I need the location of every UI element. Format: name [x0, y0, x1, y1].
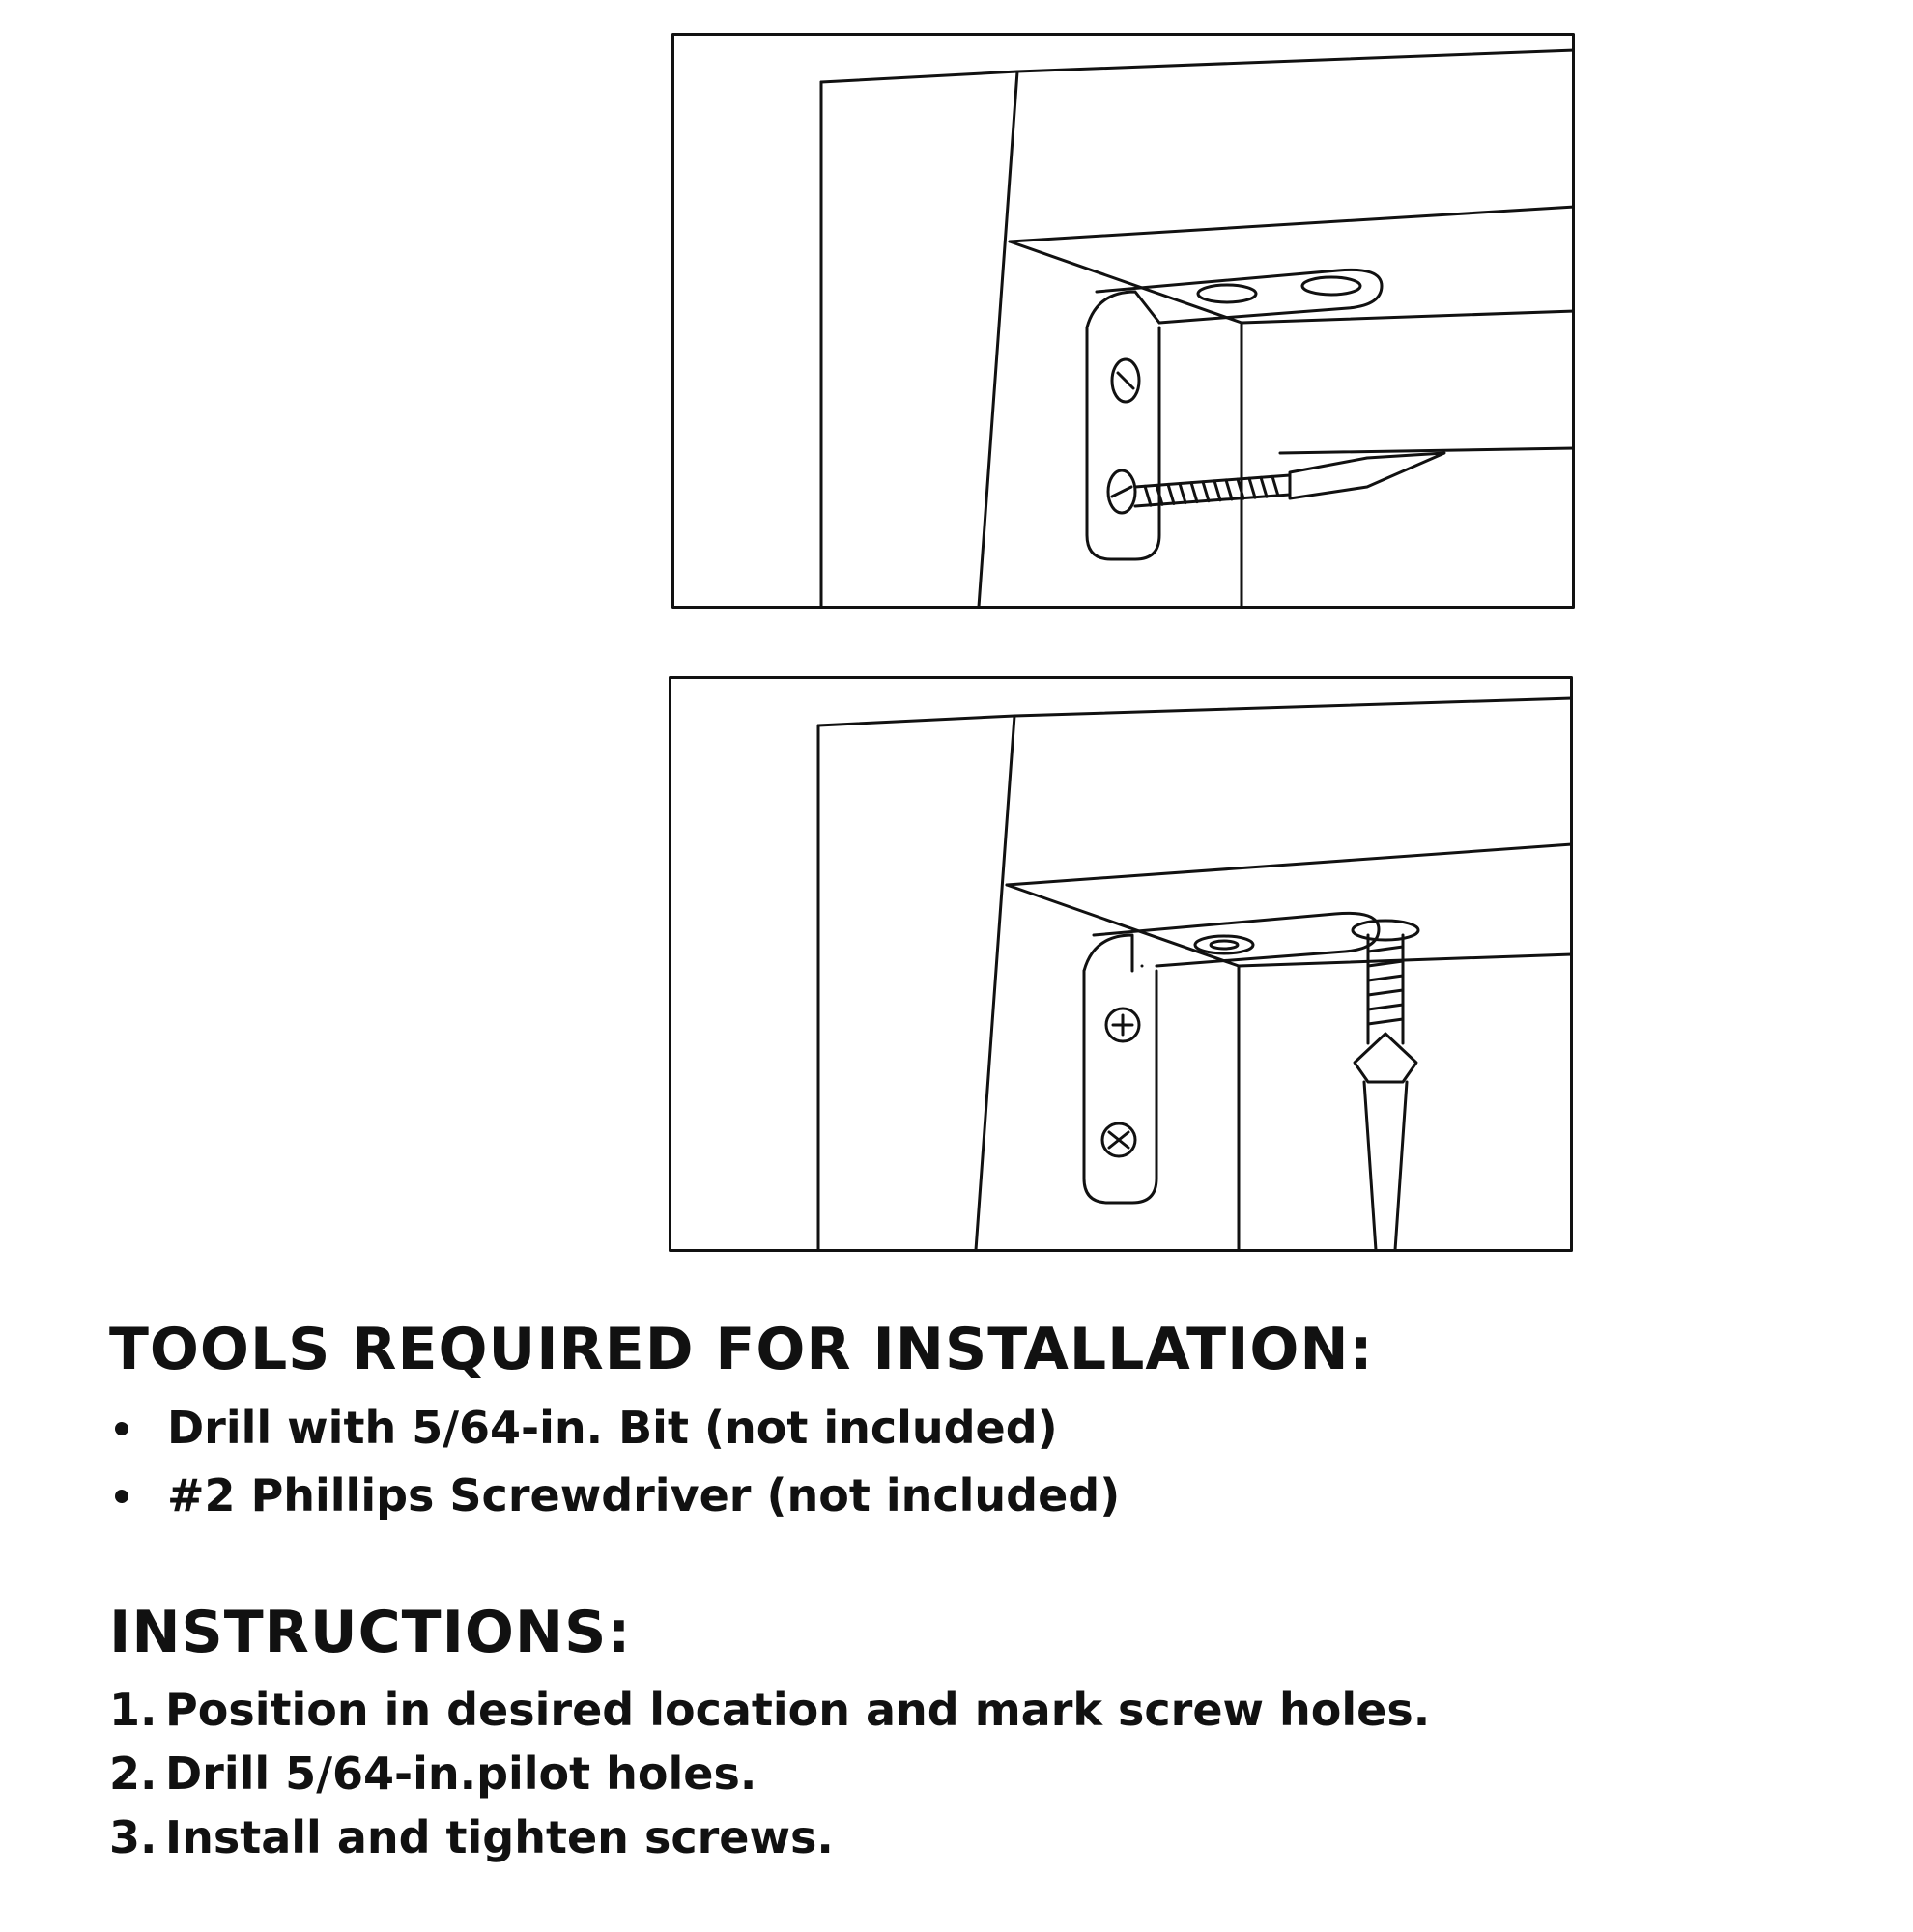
instructions-heading: INSTRUCTIONS:	[109, 1599, 632, 1666]
step-number: 2.	[109, 1747, 157, 1800]
bracket-vertical-leg	[1087, 327, 1159, 559]
bracket-vertical-leg	[1084, 971, 1156, 1203]
step-text: Position in desired location and mark screw holes.	[165, 1684, 1431, 1736]
bracket-bend	[1087, 292, 1159, 327]
screwdriver-tip	[1355, 1034, 1416, 1082]
cabinet-side-edge	[979, 71, 1017, 607]
screwdriver-shaft	[1364, 1082, 1407, 1250]
tool-item-screwdriver	[109, 1468, 1120, 1536]
cabinet-top-edge	[821, 50, 1575, 82]
step-text: Drill 5/64-in.pilot holes.	[165, 1747, 757, 1800]
bullet-icon	[115, 1490, 128, 1503]
shelf-mark-line	[1280, 448, 1575, 453]
screw-hole-right	[1302, 277, 1360, 295]
step-text: Install and tighten screws.	[165, 1811, 834, 1863]
illustration-drill-panel	[671, 33, 1575, 609]
step-number: 1.	[109, 1684, 157, 1736]
bullet-icon	[115, 1422, 128, 1435]
panel-frame	[671, 678, 1572, 1251]
shelf-back-edge	[1007, 844, 1572, 885]
bracket-horizontal-leg	[1094, 913, 1379, 966]
tools-heading: TOOLS REQUIRED FOR INSTALLATION:	[109, 1316, 1374, 1383]
cabinet-top-edge	[818, 698, 1572, 725]
tools-list	[109, 1401, 1120, 1536]
panel-frame	[673, 35, 1574, 608]
cabinet-side-edge	[976, 716, 1014, 1250]
shelf-back-edge	[1010, 207, 1575, 242]
step-number: 3.	[109, 1811, 157, 1863]
illustration-screwdriver-panel	[669, 676, 1573, 1252]
instructions-list	[109, 1681, 1430, 1872]
instruction-step-3	[109, 1808, 1430, 1872]
tool-item-label: #2 Phillips Screwdriver (not included)	[167, 1469, 1121, 1521]
tool-item-drill	[109, 1401, 1120, 1468]
drill-bit-tip	[1290, 453, 1444, 498]
screw-hole-left	[1198, 285, 1256, 302]
screw-hole	[1195, 936, 1253, 953]
bracket-screwdriver-illustration-icon	[669, 676, 1573, 1252]
instruction-step-2	[109, 1745, 1430, 1808]
instruction-step-1	[109, 1681, 1430, 1745]
screw-head-top	[1353, 921, 1418, 940]
bracket-drill-illustration-icon	[671, 33, 1575, 609]
tool-item-label: Drill with 5/64-in. Bit (not included)	[167, 1402, 1058, 1454]
